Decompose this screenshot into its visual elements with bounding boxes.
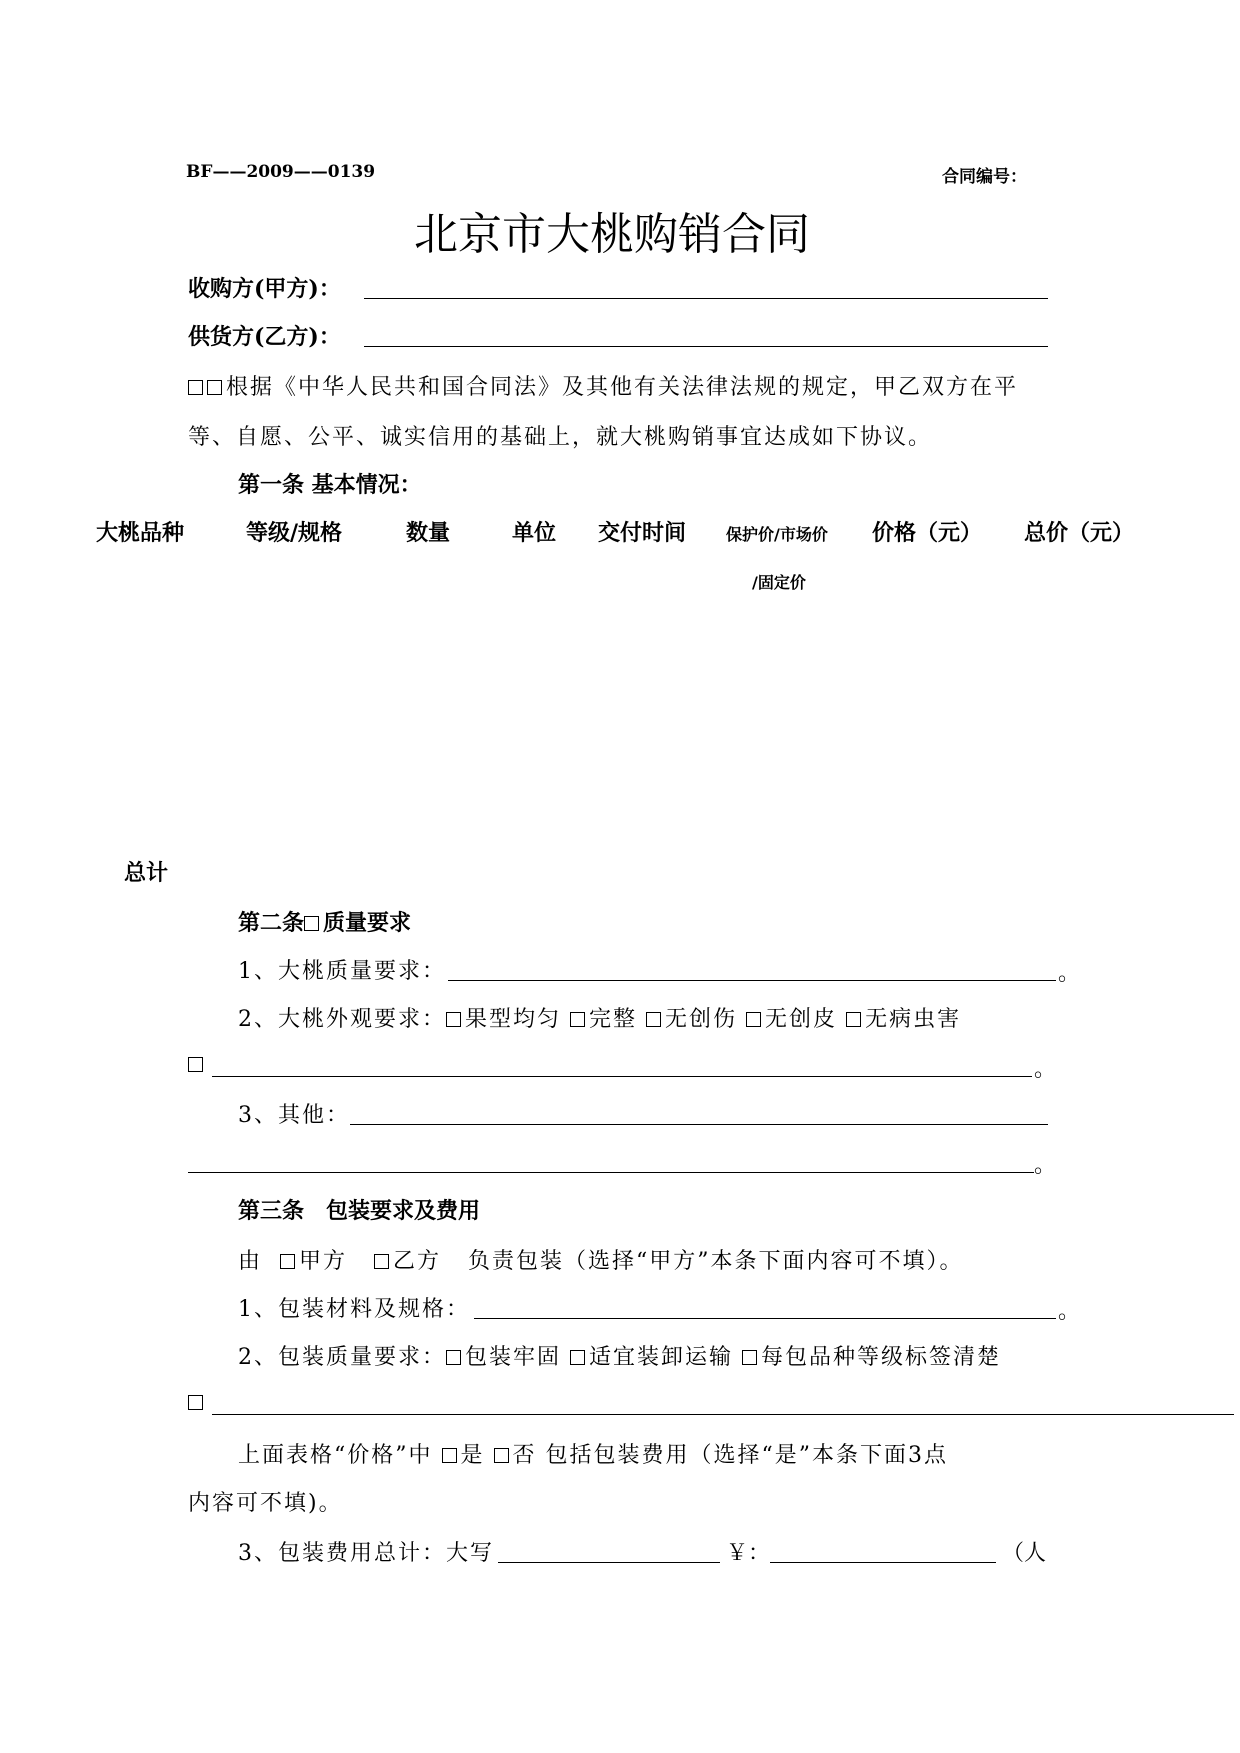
packing-cost-words-field[interactable]	[498, 1562, 720, 1563]
article3-heading: 第三条 包装要求及费用	[238, 1198, 481, 1224]
option-checkbox[interactable]	[570, 1012, 585, 1027]
option-checkbox[interactable]	[746, 1012, 761, 1027]
yes-checkbox[interactable]	[442, 1448, 457, 1463]
col-price-type-sub: /固定价	[752, 573, 806, 592]
col-variety: 大桃品种	[96, 520, 185, 546]
article2-heading: 第二条 质量要求	[238, 910, 412, 936]
buyer-label: 收购方(甲方)：	[188, 276, 341, 302]
yuan-symbol: ￥：	[726, 1541, 771, 1566]
col-unit: 单位	[512, 520, 557, 546]
col-quantity: 数量	[406, 520, 451, 546]
period: 。	[1058, 961, 1081, 986]
other-checkbox-row	[188, 1052, 207, 1077]
appearance-row: 2、大桃外观要求： 果型均匀 完整 无创伤 无创皮 无病虫害	[238, 1007, 962, 1032]
party-a-checkbox[interactable]	[280, 1254, 295, 1269]
intro-line-2: 等、自愿、公平、诚实信用的基础上，就大桃购销事宜达成如下协议。	[188, 425, 933, 450]
option-checkbox[interactable]	[846, 1012, 861, 1027]
intro-line-1: 根据《中华人民共和国合同法》及其他有关法律法规的规定，甲乙双方在平	[188, 370, 1018, 401]
article1-heading: 第一条 基本情况：	[238, 472, 422, 498]
option-checkbox[interactable]	[188, 1057, 203, 1072]
packing-other-field[interactable]	[212, 1414, 1234, 1415]
appearance-other-field[interactable]	[212, 1076, 1032, 1077]
option-checkbox[interactable]	[188, 1395, 203, 1410]
col-total-price: 总价（元）	[1024, 520, 1135, 546]
packing-other-checkbox-row	[188, 1390, 207, 1415]
col-grade: 等级/规格	[246, 520, 343, 546]
checkbox-icon	[188, 380, 203, 395]
checkbox-icon	[207, 380, 222, 395]
packing-material-field[interactable]	[474, 1318, 1056, 1319]
other-field[interactable]	[350, 1124, 1048, 1125]
other-field-2[interactable]	[188, 1172, 1034, 1173]
price-note-line-2: 内容可不填)。	[188, 1491, 343, 1516]
option-checkbox[interactable]	[570, 1350, 585, 1365]
quality-field[interactable]	[448, 980, 1056, 981]
buyer-field[interactable]	[364, 298, 1048, 299]
option-checkbox[interactable]	[446, 1012, 461, 1027]
doc-code: BF——2009——0139	[186, 162, 376, 182]
col-price-type: 保护价/市场价	[726, 525, 828, 544]
period: 。	[1058, 1299, 1081, 1324]
period: 。	[1034, 1057, 1057, 1082]
price-note-row: 上面表格“价格”中 是 否 包括包装费用（选择“是”本条下面3点	[238, 1443, 949, 1468]
seller-field[interactable]	[364, 346, 1048, 347]
option-checkbox[interactable]	[446, 1350, 461, 1365]
packing-party-row: 由 甲方 乙方 负责包装（选择“甲方”本条下面内容可不填）。	[238, 1249, 964, 1274]
period: 。	[1034, 1153, 1057, 1178]
option-checkbox[interactable]	[742, 1350, 757, 1365]
contract-no-label: 合同编号：	[942, 167, 1027, 187]
page-title: 北京市大桃购销合同	[414, 209, 810, 260]
packing-material-label: 1、包装材料及规格：	[238, 1297, 470, 1322]
party-b-checkbox[interactable]	[374, 1254, 389, 1269]
no-checkbox[interactable]	[494, 1448, 509, 1463]
seller-label: 供货方(乙方)：	[188, 324, 341, 350]
quality-label: 1、大桃质量要求：	[238, 959, 446, 984]
option-checkbox[interactable]	[646, 1012, 661, 1027]
col-price: 价格（元）	[872, 520, 983, 546]
packing-cost-tail: （人	[1002, 1541, 1047, 1566]
packing-cost-amount-field[interactable]	[770, 1562, 996, 1563]
checkbox-icon	[304, 916, 319, 931]
packing-quality-row: 2、包装质量要求： 包装牢固 适宜装卸运输 每包品种等级标签清楚	[238, 1345, 1002, 1370]
packing-cost-label: 3、包装费用总计：大写	[238, 1541, 494, 1566]
total-label: 总计	[124, 860, 169, 886]
col-delivery-time: 交付时间	[598, 520, 687, 546]
other-label: 3、其他：	[238, 1103, 350, 1128]
